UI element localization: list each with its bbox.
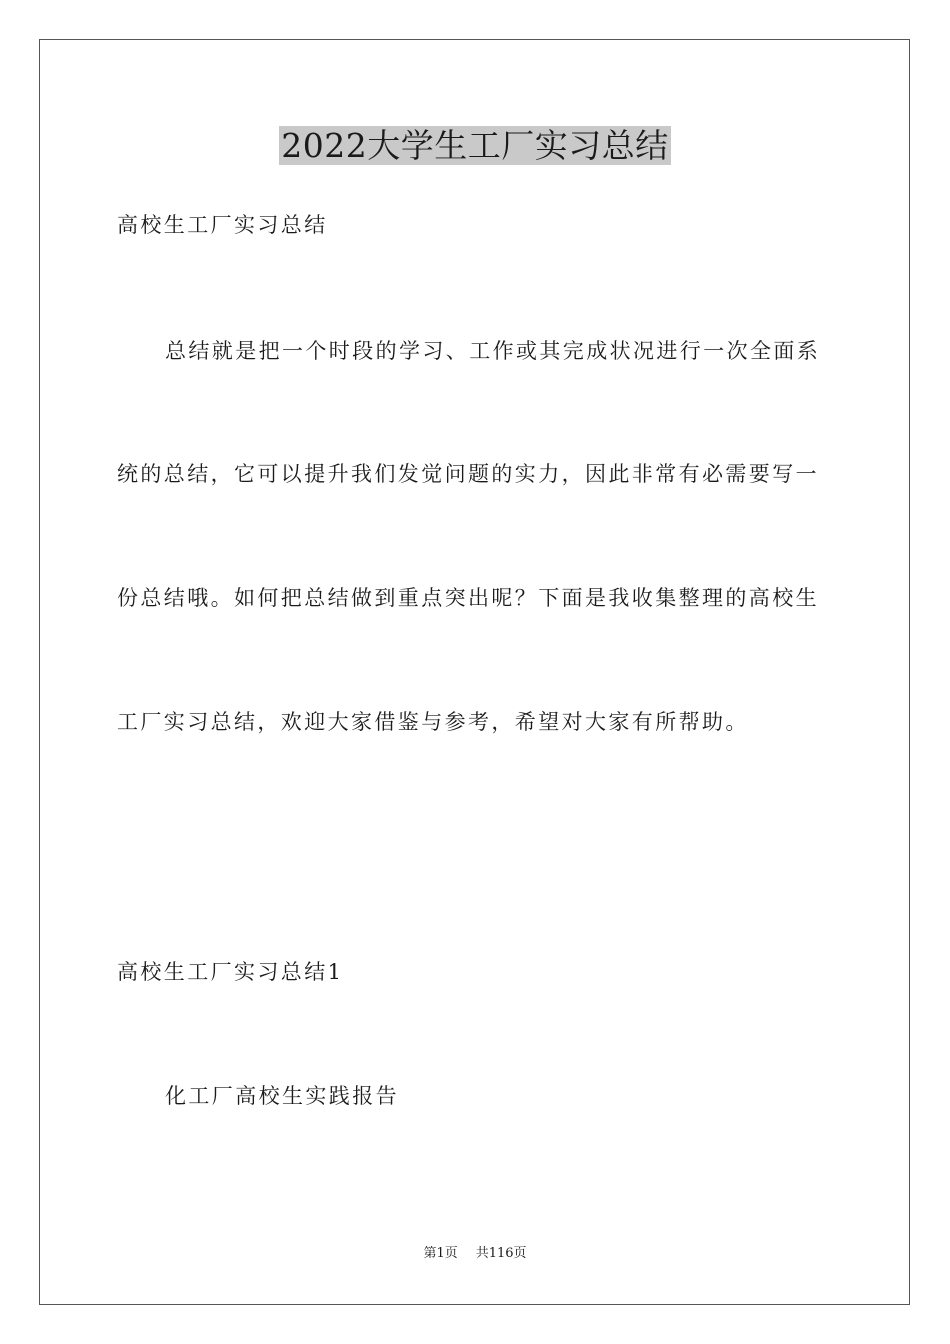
intro-paragraph-line-4: 工厂实习总结，欢迎大家借鉴与参考，希望对大家有所帮助。 xyxy=(117,710,749,734)
document-title xyxy=(0,124,950,168)
page-footer xyxy=(0,1245,950,1263)
intro-paragraph-line-2: 统的总结，它可以提升我们发觉问题的实力，因此非常有必需要写一 xyxy=(117,462,819,486)
page-number: 第1页 xyxy=(423,1246,458,1261)
section-heading: 高校生工厂实习总结1 xyxy=(117,960,344,984)
section-first-line: 化工厂高校生实践报告 xyxy=(165,1084,399,1108)
document-subtitle: 高校生工厂实习总结 xyxy=(117,213,328,237)
document-title-text: 2022大学生工厂实习总结 xyxy=(281,126,669,165)
intro-paragraph-line-1: 总结就是把一个时段的学习、工作或其完成状况进行一次全面系 xyxy=(165,339,821,363)
intro-paragraph-line-3: 份总结哦。如何把总结做到重点突出呢？下面是我收集整理的高校生 xyxy=(117,586,819,610)
page-total: 共116页 xyxy=(475,1246,527,1261)
